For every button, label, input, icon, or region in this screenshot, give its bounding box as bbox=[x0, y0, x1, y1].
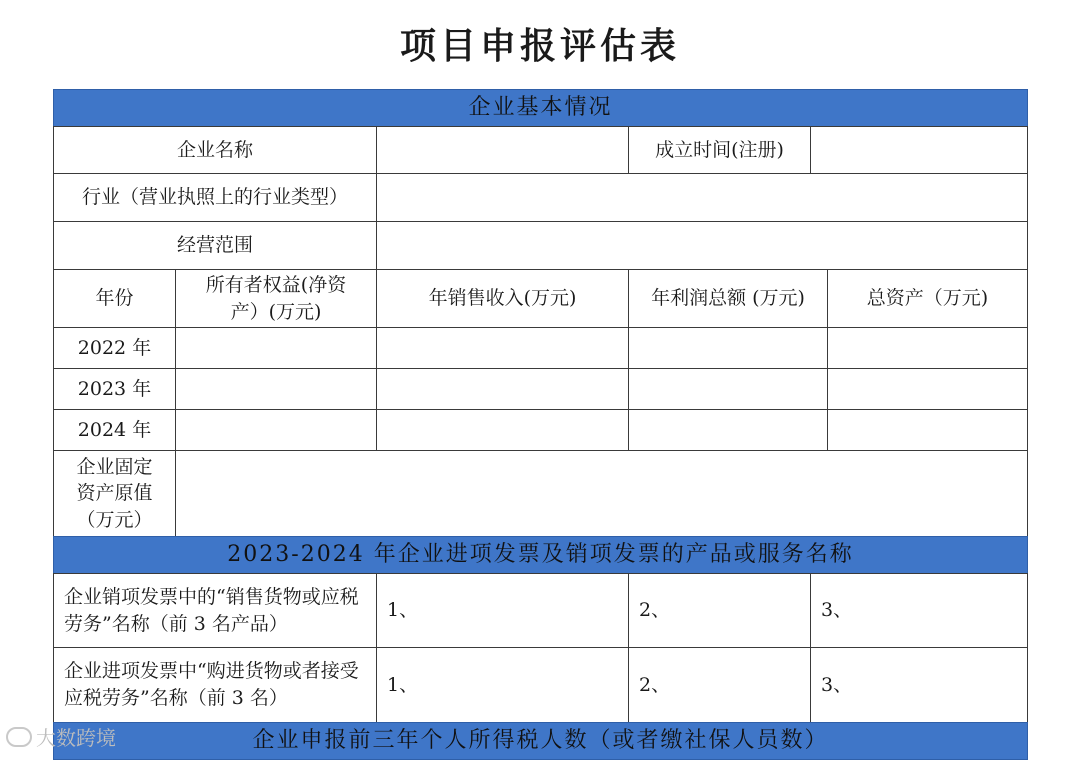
page-title: 项目申报评估表 bbox=[399, 26, 680, 67]
purchase-item-2[interactable]: 2、 bbox=[628, 647, 811, 723]
company-name-field[interactable] bbox=[376, 126, 629, 174]
industry-field[interactable] bbox=[376, 173, 1028, 222]
established-label: 成立时间(注册) bbox=[628, 126, 811, 174]
watermark bbox=[6, 722, 116, 751]
assets-2022-field[interactable] bbox=[827, 327, 1028, 369]
watermark-logo-icon bbox=[6, 727, 32, 747]
revenue-2022-field[interactable] bbox=[376, 327, 629, 369]
business-scope-label: 经营范围 bbox=[53, 221, 377, 270]
equity-2023-field[interactable] bbox=[175, 368, 377, 410]
section-header-tax-headcount: 企业申报前三年个人所得税人数（或者缴社保人员数） bbox=[53, 722, 1028, 760]
watermark-text: 大数跨境 bbox=[36, 726, 116, 750]
purchase-invoice-label: 企业进项发票中“购进货物或者接受应税劳务”名称（前 3 名） bbox=[53, 647, 377, 723]
section-header-invoices: 2023-2024 年企业进项发票及销项发票的产品或服务名称 bbox=[53, 536, 1028, 574]
sales-item-2[interactable]: 2、 bbox=[628, 573, 811, 648]
col-header-revenue: 年销售收入(万元) bbox=[376, 269, 629, 328]
year-label-2022: 2022 年 bbox=[53, 327, 176, 369]
section-header-basic-info: 企业基本情况 bbox=[53, 89, 1028, 127]
profit-2023-field[interactable] bbox=[628, 368, 828, 410]
assets-2023-field[interactable] bbox=[827, 368, 1028, 410]
profit-2024-field[interactable] bbox=[628, 409, 828, 451]
established-field[interactable] bbox=[810, 126, 1028, 174]
industry-label: 行业（营业执照上的行业类型） bbox=[53, 173, 377, 222]
equity-2024-field[interactable] bbox=[175, 409, 377, 451]
year-label-2024: 2024 年 bbox=[53, 409, 176, 451]
equity-2022-field[interactable] bbox=[175, 327, 377, 369]
revenue-2023-field[interactable] bbox=[376, 368, 629, 410]
revenue-2024-field[interactable] bbox=[376, 409, 629, 451]
sales-invoice-label: 企业销项发票中的“销售货物或应税劳务”名称（前 3 名产品） bbox=[53, 573, 377, 648]
col-header-total-assets: 总资产（万元) bbox=[827, 269, 1028, 328]
company-name-label: 企业名称 bbox=[53, 126, 377, 174]
business-scope-field[interactable] bbox=[376, 221, 1028, 270]
year-label-2023: 2023 年 bbox=[53, 368, 176, 410]
purchase-item-3[interactable]: 3、 bbox=[810, 647, 1028, 723]
fixed-assets-field[interactable] bbox=[175, 450, 1028, 537]
sales-item-3[interactable]: 3、 bbox=[810, 573, 1028, 648]
col-header-equity: 所有者权益(净资产）(万元) bbox=[175, 269, 377, 328]
col-header-year: 年份 bbox=[53, 269, 176, 328]
fixed-assets-label: 企业固定资产原值（万元） bbox=[53, 450, 176, 537]
purchase-item-1[interactable]: 1、 bbox=[376, 647, 629, 723]
profit-2022-field[interactable] bbox=[628, 327, 828, 369]
assets-2024-field[interactable] bbox=[827, 409, 1028, 451]
sales-item-1[interactable]: 1、 bbox=[376, 573, 629, 648]
col-header-profit: 年利润总额 (万元) bbox=[628, 269, 828, 328]
